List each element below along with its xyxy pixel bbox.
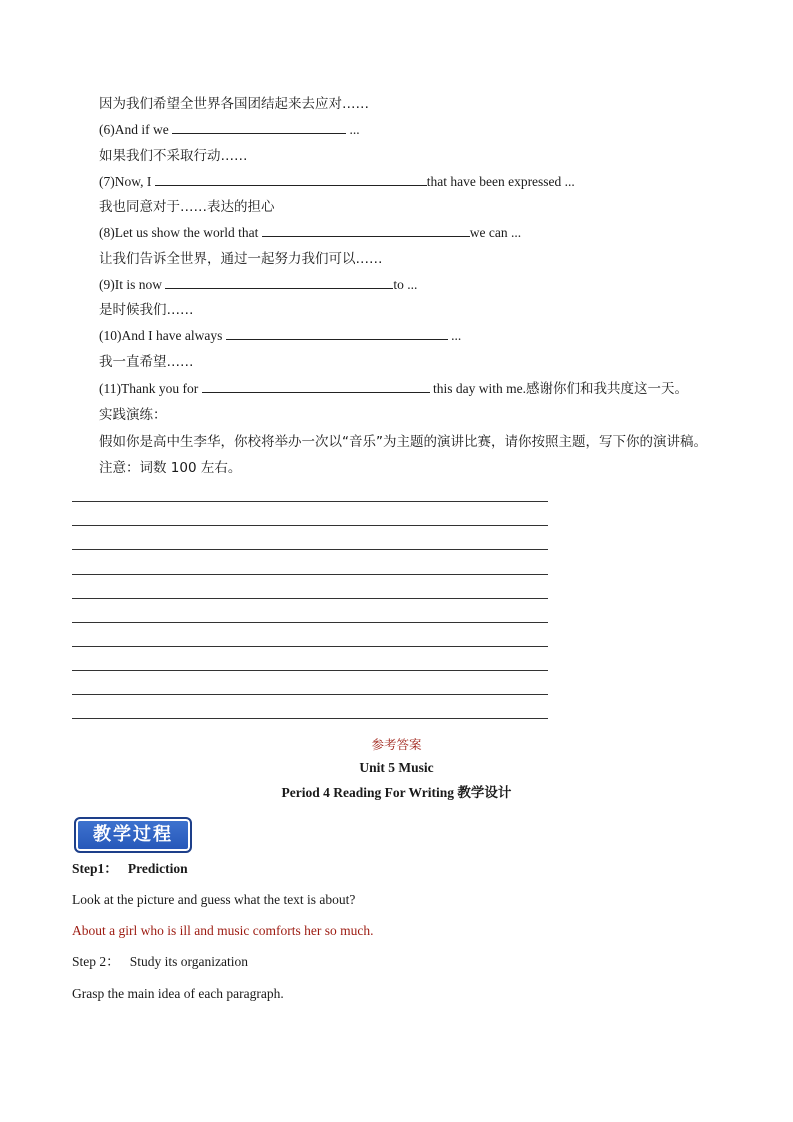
q6-translation: 如果我们不采取行动…… bbox=[99, 148, 248, 164]
writing-line bbox=[72, 574, 548, 575]
q7-suffix: that have been expressed ... bbox=[426, 174, 575, 189]
writing-line bbox=[72, 525, 548, 526]
q7-blank[interactable] bbox=[155, 173, 427, 186]
writing-line bbox=[72, 501, 548, 502]
q11-prefix: (11)Thank you for bbox=[99, 381, 199, 396]
writing-line bbox=[72, 622, 548, 623]
question-10 bbox=[99, 327, 461, 345]
practice-note: 注意：词数 100 左右。 bbox=[99, 460, 242, 476]
period-title: Period 4 Reading For Writing 教学设计 bbox=[281, 785, 512, 800]
step2-task: Grasp the main idea of each paragraph. bbox=[72, 986, 284, 1001]
q8-suffix: we can ... bbox=[469, 225, 522, 240]
step1-question: Look at the picture and guess what the text is about? bbox=[72, 892, 356, 907]
step2-heading bbox=[72, 953, 248, 971]
writing-line bbox=[72, 670, 548, 671]
writing-line bbox=[72, 646, 548, 647]
step2-title: Study its organization bbox=[129, 954, 249, 969]
q6-prefix: (6)And if we bbox=[99, 122, 169, 137]
writing-line bbox=[72, 718, 548, 719]
writing-line bbox=[72, 694, 548, 695]
practice-prompt: 假如你是高中生李华，你校将举办一次以“音乐”为主题的演讲比赛，请你按照主题，写下你的演讲稿。 bbox=[99, 434, 707, 450]
q9-blank[interactable] bbox=[165, 276, 393, 289]
q10-blank[interactable] bbox=[226, 327, 448, 340]
q9-suffix: to ... bbox=[393, 277, 418, 292]
question-8 bbox=[99, 224, 521, 242]
q9-translation: 是时候我们…… bbox=[99, 302, 194, 318]
badge-label: 教学过程 bbox=[93, 824, 173, 845]
step2-label: Step 2： bbox=[72, 954, 120, 969]
q11-suffix: this day with me. bbox=[429, 381, 526, 396]
step1-answer: About a girl who is ill and music comforts her so much. bbox=[72, 923, 374, 938]
q11-blank[interactable] bbox=[202, 380, 430, 393]
question-7 bbox=[99, 173, 575, 191]
q7-prefix: (7)Now, I bbox=[99, 174, 152, 189]
q8-blank[interactable] bbox=[262, 224, 470, 237]
q10-suffix: ... bbox=[447, 328, 462, 343]
q10-translation: 我一直希望…… bbox=[99, 354, 194, 370]
q6-suffix: ... bbox=[346, 122, 360, 137]
answer-key-heading: 参考答案 bbox=[371, 737, 422, 752]
writing-line bbox=[72, 598, 548, 599]
step1-heading bbox=[72, 860, 188, 878]
teaching-process-badge bbox=[74, 817, 192, 853]
practice-title: 实践演练： bbox=[99, 407, 167, 423]
step1-label: Step1： bbox=[72, 861, 118, 876]
question-6 bbox=[99, 121, 360, 139]
unit-title: Unit 5 Music bbox=[359, 760, 434, 775]
step1-title: Prediction bbox=[127, 861, 188, 876]
question-11 bbox=[99, 380, 688, 398]
q9-prefix: (9)It is now bbox=[99, 277, 162, 292]
q7-translation: 我也同意对于……表达的担心 bbox=[99, 199, 275, 215]
q10-prefix: (10)And I have always bbox=[99, 328, 223, 343]
q11-translation: 感谢你们和我共度这一天。 bbox=[525, 381, 688, 397]
writing-line bbox=[72, 549, 548, 550]
q6-blank[interactable] bbox=[172, 121, 346, 134]
q8-translation: 让我们告诉全世界，通过一起努力我们可以…… bbox=[99, 251, 383, 267]
question-9 bbox=[99, 276, 417, 294]
q8-prefix: (8)Let us show the world that bbox=[99, 225, 259, 240]
cn-intro-line: 因为我们希望全世界各国团结起来去应对…… bbox=[99, 96, 369, 112]
